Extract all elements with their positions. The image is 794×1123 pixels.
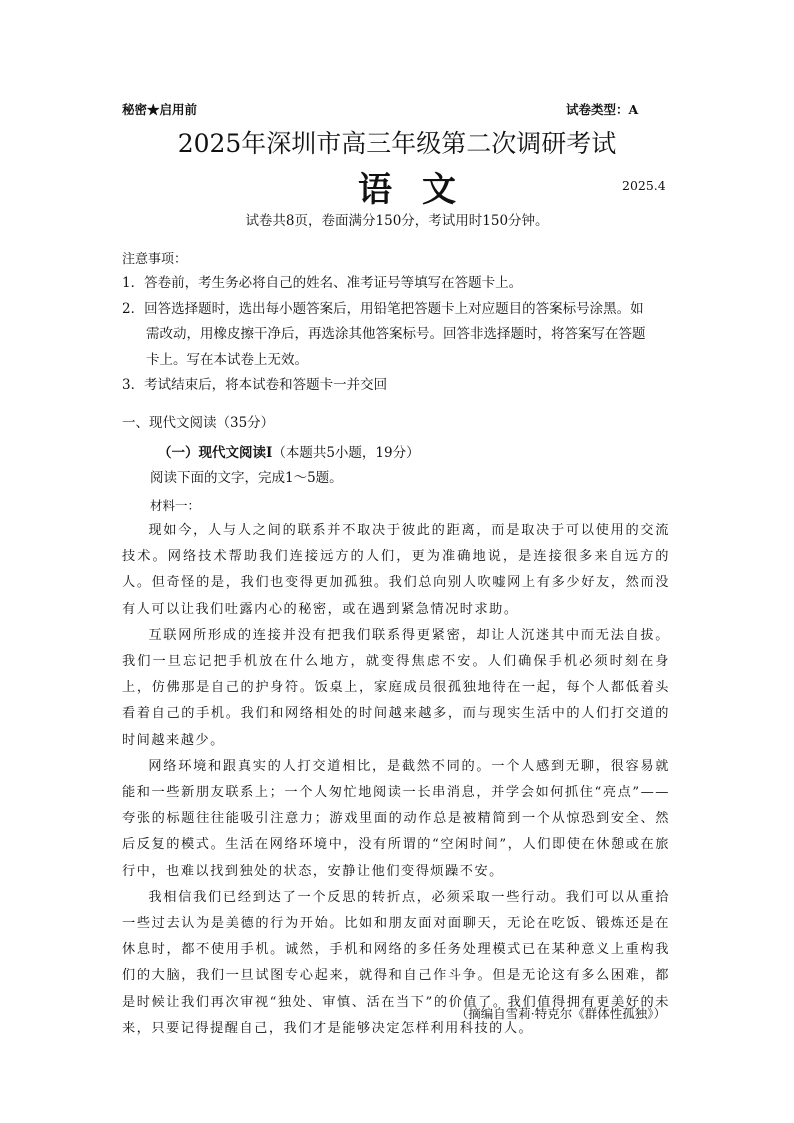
material-label: 材料一：: [150, 498, 201, 513]
reading-instruction: 阅读下面的文字，完成1～5题。: [150, 470, 343, 486]
passage-paragraph-3: 网络环境和跟真实的人打交道相比，是截然不同的。一个人感到无聊，很容易就能和一些新朋友联系上；一个人匆忙地阅读一长串消息，并学会如何抓住“亮点”——夸张的标题往往能吸引注意力；游戏里面的动作总是被精简到一个从惊恐到安全、然后反复的模式。生活在网络环境中，没有所谓的“空闲时间”，人们即使在休憩或在旅行中，也难以找到独处的状态，安静让他们变得烦躁不安。: [122, 758, 670, 879]
note-item-2: 2．回答选择题时，选出每小题答案后，用铅笔把答题卡上对应题目的答案标号涂黑。如: [122, 301, 644, 317]
exam-date: 2025.4: [622, 178, 666, 193]
paper-type-label: 试卷类型：A: [566, 102, 639, 117]
note-item-1: 1．答卷前，考生务必将自己的姓名、准考证号等填写在答题卡上。: [122, 275, 523, 291]
passage-paragraph-1: 现如今，人与人之间的联系并不取决于彼此的距离，而是取决于可以使用的交流技术。网络技术帮助我们连接远方的人们，更为准确地说，是连接很多来自远方的人。但奇怪的是，我们也变得更加孤独。我们总向别人吹嘘网上有多少好友，然而没有人可以让我们吐露内心的秘密，或在遇到紧急情况时求助。: [122, 523, 670, 617]
note-item-2-cont: 需改动，用橡皮擦干净后，再选涂其他答案标号。回答非选择题时，将答案写在答题: [146, 326, 646, 342]
subsection-title: （一）现代文阅读Ⅰ: [158, 445, 273, 461]
subsection-detail: （本题共5小题，19分）: [272, 445, 420, 461]
note-item-2-cont2: 卡上。写在本试卷上无效。: [146, 352, 308, 368]
exam-info: 试卷共8页，卷面满分150分，考试用时150分钟。: [245, 213, 549, 229]
confidential-label: 秘密★启用前: [122, 102, 198, 117]
subject-title: 语文: [358, 170, 486, 210]
passage-paragraph-4: 我相信我们已经到达了一个反思的转折点，必须采取一些行动。我们可以从重拾一些过去认为是美德的行为开始。比如和朋友面对面聊天，无论在吃饭、锻炼还是在休息时，都不使用手机。诚然，手机和网络的多任务处理模式已在某种意义上重构我们的大脑，我们一旦试图专心起来，就得和自己作斗争。但是无论这有多么困难，都是时候让我们再次审视“独处、审慎、活在当下”的价值了。我们值得拥有更美好的未来，只要记得提醒自己，我们才是能够决定怎样利用科技的人。: [122, 889, 670, 1036]
reading-passage: [122, 518, 670, 1042]
subsection-heading: [158, 441, 420, 461]
exam-title: 2025年深圳市高三年级第二次调研考试: [177, 129, 617, 158]
passage-source: （摘编自雪莉·特克尔《群体性孤独》）: [455, 1006, 666, 1021]
note-item-3: 3．考试结束后，将本试卷和答题卡一并交回: [122, 377, 388, 393]
notes-heading: 注意事项：: [122, 252, 188, 267]
passage-paragraph-2: 互联网所形成的连接并没有把我们联系得更紧密，却让人沉迷其中而无法自拔。我们一旦忘记把手机放在什么地方，就变得焦虑不安。人们确保手机必须时刻在身上，仿佛那是自己的护身符。饭桌上，家庭成员很孤独地待在一起，每个人都低着头看着自己的手机。我们和网络相处的时间越来越多，而与现实生活中的人们打交道的时间越来越少。: [122, 627, 670, 748]
section-heading: 一、现代文阅读（35分）: [122, 415, 275, 431]
